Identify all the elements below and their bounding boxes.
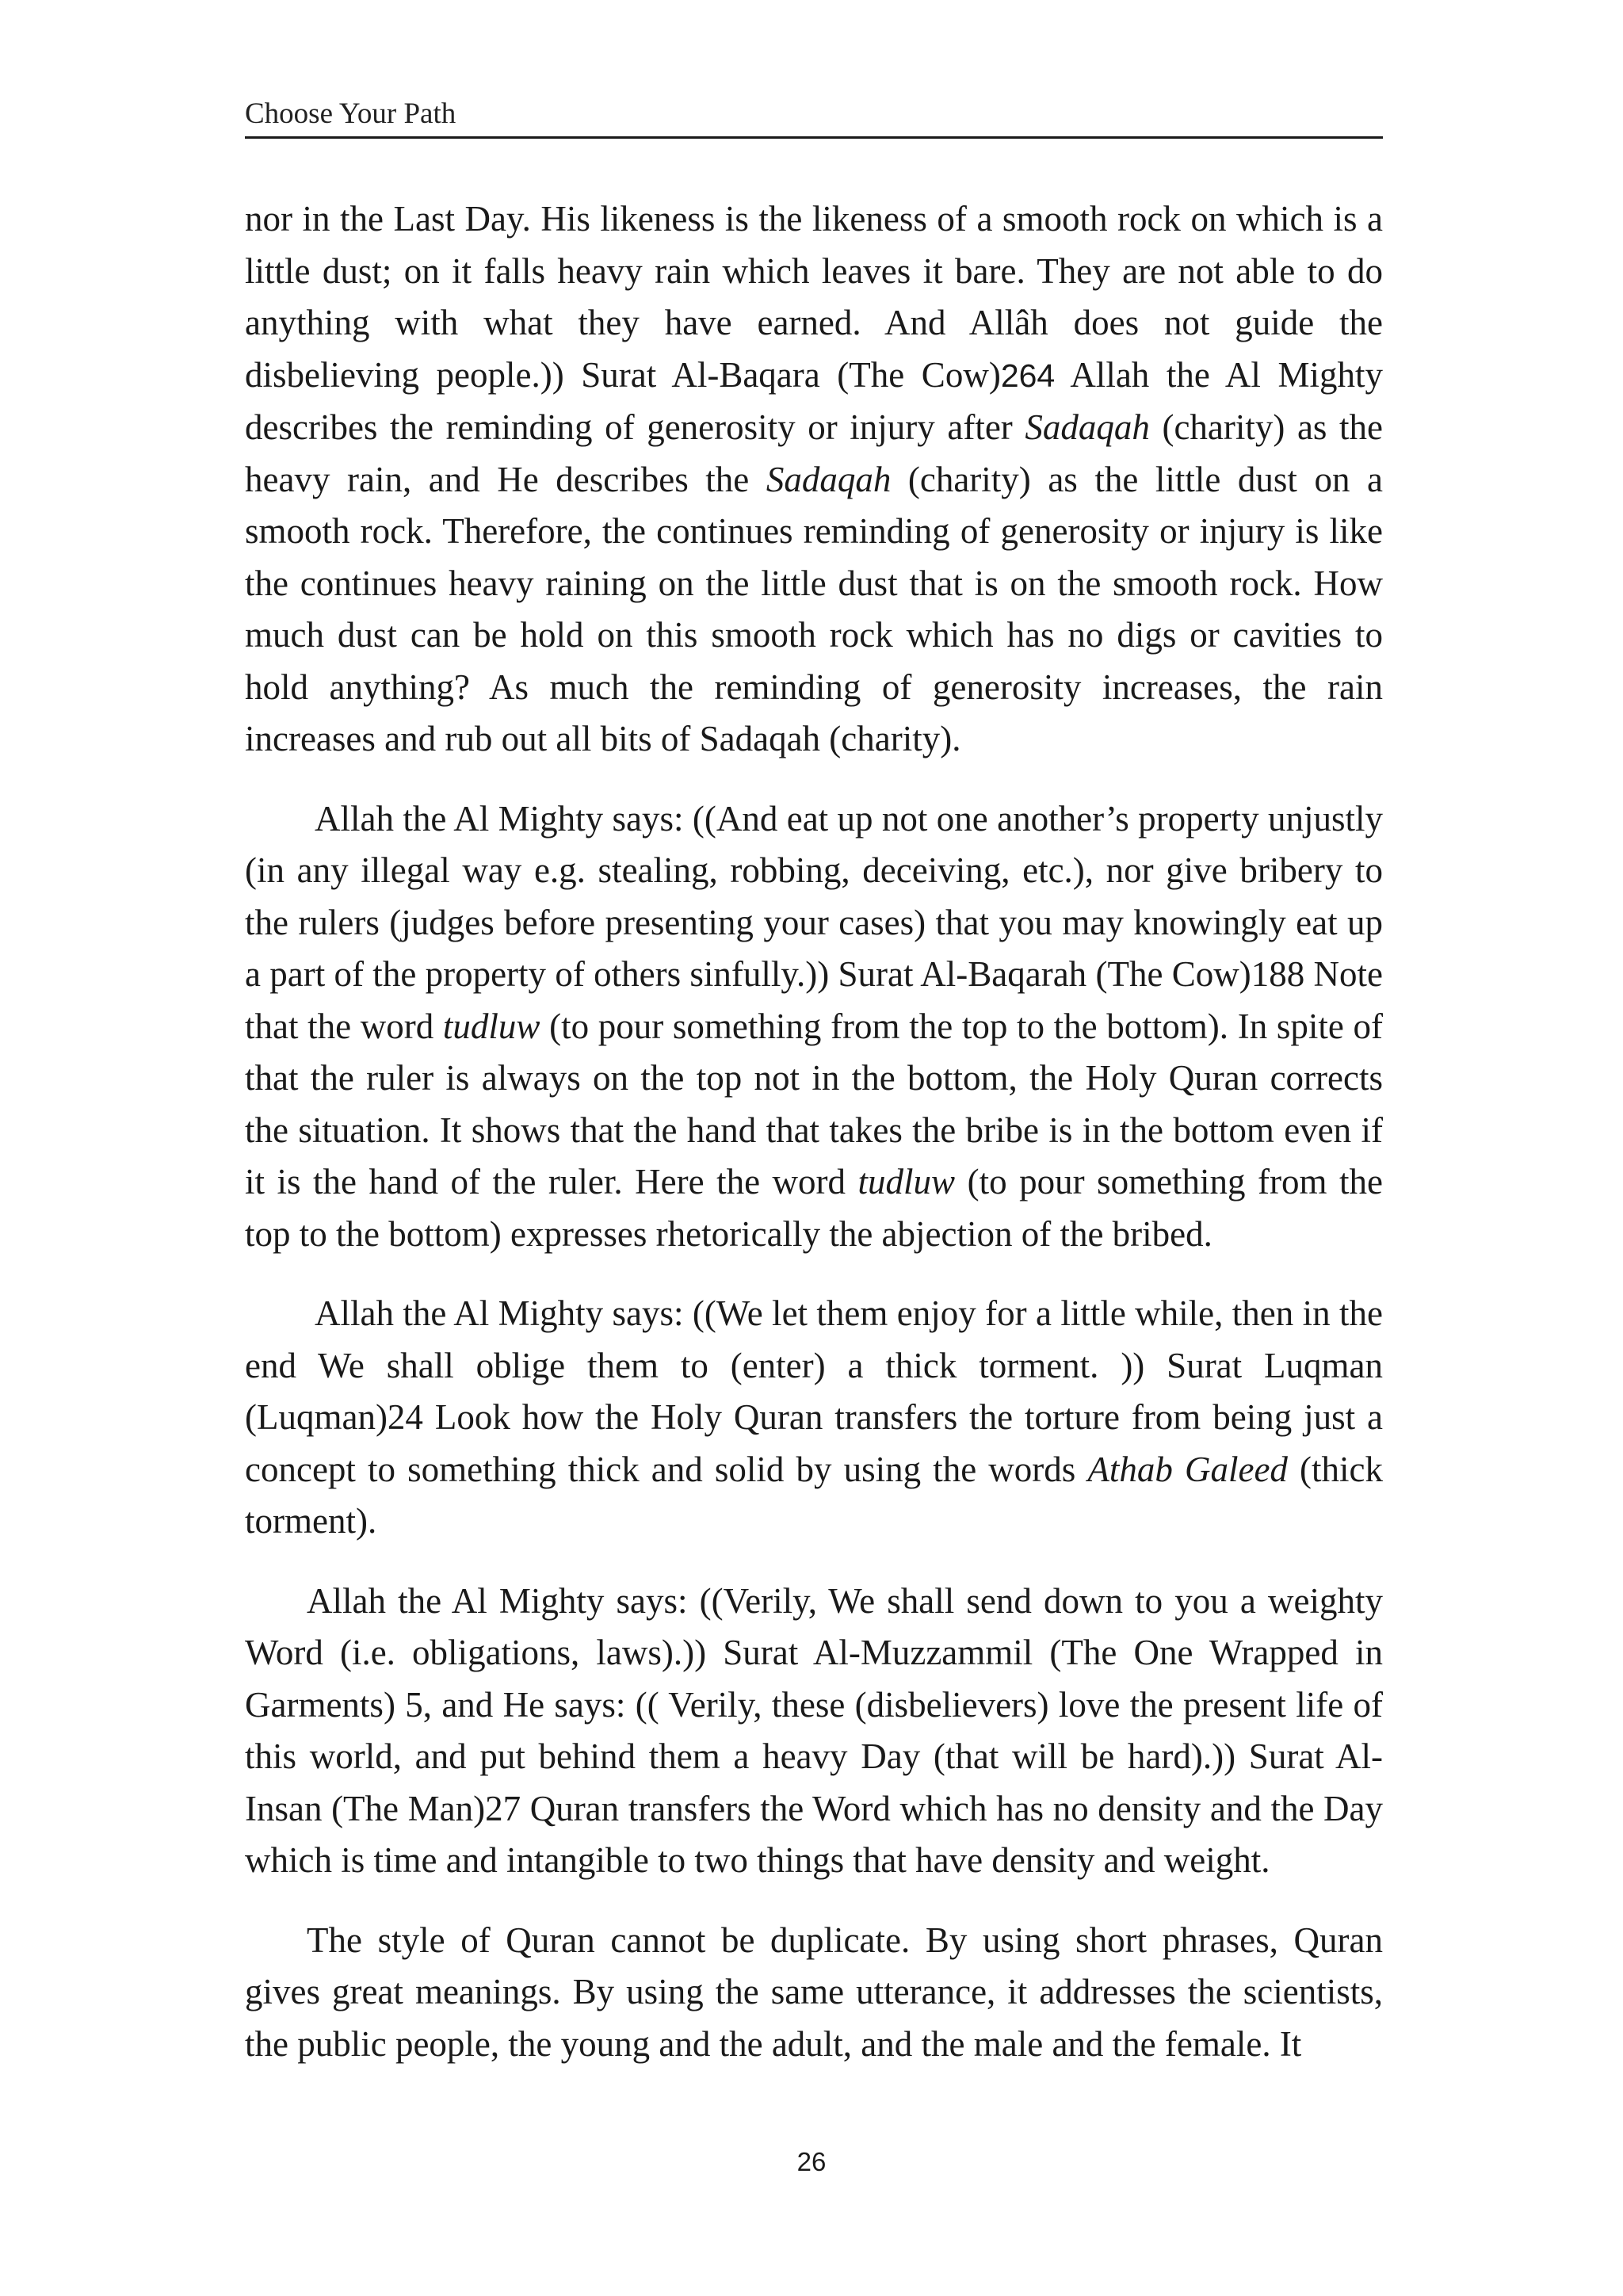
paragraph-4 <box>245 1576 1383 1887</box>
paragraph-2-text-e: (to pour something from the top to the bottom) expresses rhetorically the abjection of the bribed. <box>245 1162 1383 1254</box>
paragraph-2 <box>245 793 1383 1261</box>
italic-term-sadaqah: Sadaqah <box>1025 407 1150 447</box>
paragraph-2-text-c: (to pour something from the top to the bottom). In spite of that the ruler is always on the top not in the bottom, the Holy Quran corrects the situation. It shows that the hand that takes the bribe is in the bottom even if it is the hand of the ruler. Here the word <box>245 1006 1383 1201</box>
italic-term-sadaqah-2: Sadaqah <box>766 459 892 499</box>
page-number: 26 <box>796 2147 827 2176</box>
paragraph-3 <box>245 1288 1383 1548</box>
paragraph-1-text-a: nor in the Last Day. His likeness is the likeness of a smooth rock on which is a little dust; on it falls heavy rain which leaves it bare. They are not able to do anything with what they have earned. And Allâh does not guide the disbelieving people.)) Surat Al-Baqara (The Cow) <box>245 199 1383 395</box>
paragraph-3-text-c: (thick torment). <box>245 1449 1384 1541</box>
paragraph-1-text-c: Allah the Al Mighty describes the reminding of generosity or injury after <box>245 354 1383 447</box>
verse-number-264: 264 <box>1000 357 1056 394</box>
italic-term-athab-galeed: Athab Galeed <box>1087 1449 1288 1489</box>
paragraph-1 <box>245 193 1383 766</box>
paragraph-5-text-a: The style of Quran cannot be duplicate. By using short phrases, Quran gives great meanings. By using the same utterance, it addresses the scientists, the public people, the young and the adult, and the male and the female. It <box>245 1920 1383 2064</box>
italic-term-tudluw-2: tudluw <box>857 1162 956 1201</box>
italic-term-tudluw: tudluw <box>442 1006 540 1046</box>
running-header: Choose Your Path <box>245 97 456 130</box>
paragraph-1-text-e: (charity) as the heavy rain, and He describes the <box>245 407 1383 499</box>
paragraph-3-text-a: Allah the Al Mighty says: ((We let them enjoy for a little while, then in the end We shall oblige them to (enter) a thick torment. )) Surat Luqman (Luqman)24 Look how the Holy Quran transfers the torture from being just a concept to something thick and solid by using the words <box>245 1293 1383 1489</box>
paragraph-4-text-a: Allah the Al Mighty says: ((Verily, We shall send down to you a weighty Word (i.e. obligations, laws).)) Surat Al-Muzzammil (The One Wrapped in Garments) 5, and He says: (( Verily, these (disbelievers) love the present life of this world, and put behind them a heavy Day (that will be hard).)) Surat Al-Insan (The Man)27 Quran transfers the Word which has no density and the Day which is time and intangible to two things that have density and weight. <box>245 1580 1383 1880</box>
paragraph-2-text-a: Allah the Al Mighty says: ((And eat up not one another’s property unjustly (in any illegal way e.g. stealing, robbing, deceiving, etc.), nor give bribery to the rulers (judges before presenting your cases) that you may knowingly eat up a part of the property of others sinfully.)) Surat Al-Baqarah (The Cow)188 Note that the word <box>245 798 1383 1046</box>
paragraph-5 <box>245 1915 1383 2071</box>
body-text <box>245 193 1383 2098</box>
paragraph-1-text-g: (charity) as the little dust on a smooth rock. Therefore, the continues reminding of generosity or injury is like the continues heavy raining on the little dust that is on the smooth rock. How much dust can be hold on this smooth rock which has no digs or cavities to hold anything? As much the reminding of generosity increases, the rain increases and rub out all bits of Sadaqah (charity). <box>245 459 1383 758</box>
header-divider <box>245 136 1383 139</box>
